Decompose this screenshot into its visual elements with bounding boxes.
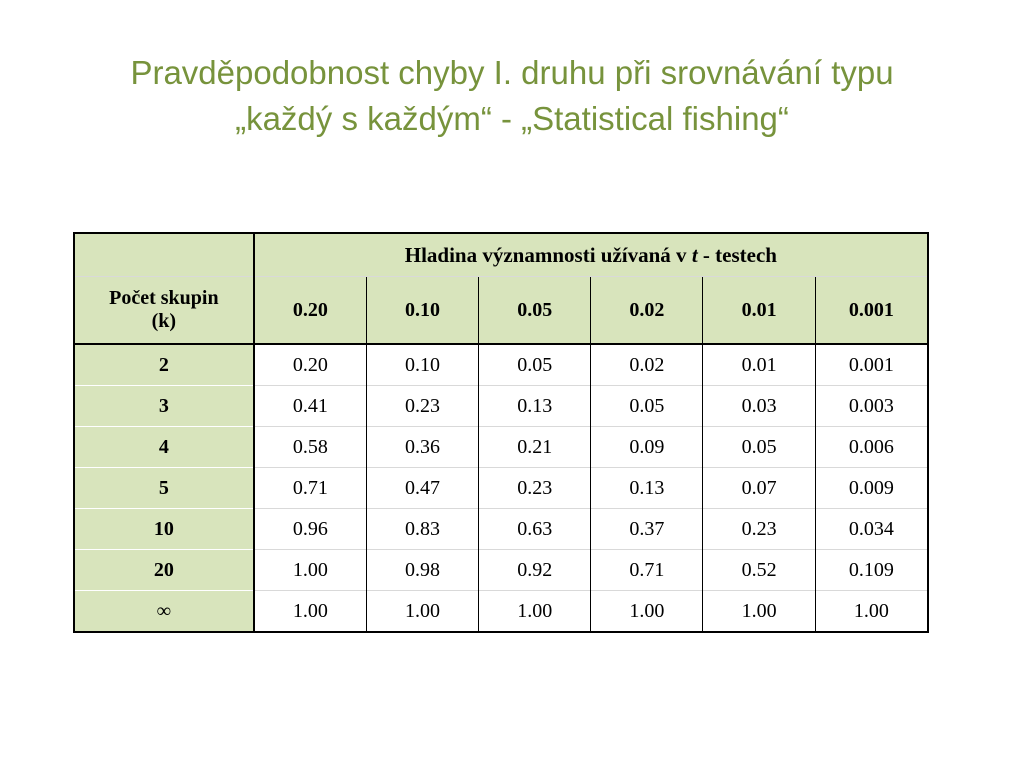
probability-cell: 0.07: [703, 468, 815, 509]
probability-cell: 0.05: [479, 344, 591, 386]
probability-cell: 0.05: [591, 386, 703, 427]
probability-cell: 0.23: [479, 468, 591, 509]
group-count-cell: 20: [74, 550, 254, 591]
probability-cell: 0.92: [479, 550, 591, 591]
probability-cell: 0.003: [815, 386, 928, 427]
probability-cell: 0.96: [254, 509, 367, 550]
probability-cell: 0.83: [366, 509, 478, 550]
column-header: 0.01: [703, 277, 815, 345]
stub-header: [74, 277, 254, 345]
probability-cell: 1.00: [479, 591, 591, 633]
probability-cell: 0.37: [591, 509, 703, 550]
probability-cell: 0.71: [254, 468, 367, 509]
probability-cell: 0.47: [366, 468, 478, 509]
probability-cell: 0.03: [703, 386, 815, 427]
probability-cell: 0.98: [366, 550, 478, 591]
column-header: 0.20: [254, 277, 367, 345]
table-caption-suffix: - testech: [697, 242, 777, 267]
probability-cell: 0.05: [703, 427, 815, 468]
group-count-cell: 3: [74, 386, 254, 427]
probability-cell: 1.00: [366, 591, 478, 633]
probability-cell: 0.02: [591, 344, 703, 386]
group-count-cell: 10: [74, 509, 254, 550]
probability-cell: 0.13: [479, 386, 591, 427]
probability-cell: 0.001: [815, 344, 928, 386]
stub-header-line-2: (k): [151, 310, 177, 332]
slide-title-line-2: „každý s každým“ - „Statistical fishing“: [235, 100, 789, 137]
probability-cell: 1.00: [254, 591, 367, 633]
probability-cell: 0.109: [815, 550, 928, 591]
group-count-cell: 4: [74, 427, 254, 468]
table-corner-cell: [74, 233, 254, 277]
column-header: 0.10: [366, 277, 478, 345]
probability-cell: 1.00: [703, 591, 815, 633]
slide-title-line-1: Pravděpodobnost chyby I. druhu při srovnávání typu: [130, 54, 894, 91]
table-caption-row: [74, 233, 928, 277]
table-row: [74, 591, 928, 633]
table-row: [74, 427, 928, 468]
column-header: 0.05: [479, 277, 591, 345]
table-row: [74, 344, 928, 386]
table-row: [74, 468, 928, 509]
probability-cell: 0.58: [254, 427, 367, 468]
group-count-cell: ∞: [74, 591, 254, 633]
group-count-cell: 5: [74, 468, 254, 509]
significance-table: [73, 232, 929, 633]
probability-cell: 0.52: [703, 550, 815, 591]
probability-cell: 0.10: [366, 344, 478, 386]
column-header: 0.02: [591, 277, 703, 345]
table-header-row: [74, 277, 928, 345]
slide-title: [40, 50, 984, 142]
table-row: [74, 386, 928, 427]
table-caption: [254, 233, 928, 277]
probability-cell: 1.00: [254, 550, 367, 591]
probability-cell: 0.01: [703, 344, 815, 386]
stub-header-line-1: Počet skupin: [109, 287, 219, 309]
probability-cell: 0.23: [703, 509, 815, 550]
table-row: [74, 509, 928, 550]
table-row: [74, 550, 928, 591]
probability-cell: 0.034: [815, 509, 928, 550]
probability-cell: 0.36: [366, 427, 478, 468]
column-header: 0.001: [815, 277, 928, 345]
probability-cell: 0.006: [815, 427, 928, 468]
probability-cell: 0.71: [591, 550, 703, 591]
probability-cell: 0.009: [815, 468, 928, 509]
probability-cell: 0.20: [254, 344, 367, 386]
probability-cell: 0.63: [479, 509, 591, 550]
group-count-cell: 2: [74, 344, 254, 386]
probability-cell: 0.21: [479, 427, 591, 468]
table-caption-prefix: Hladina významnosti užívaná v: [404, 242, 692, 267]
probability-cell: 0.13: [591, 468, 703, 509]
probability-cell: 1.00: [815, 591, 928, 633]
probability-cell: 0.09: [591, 427, 703, 468]
probability-cell: 1.00: [591, 591, 703, 633]
probability-cell: 0.41: [254, 386, 367, 427]
probability-cell: 0.23: [366, 386, 478, 427]
table-caption-variable: t: [691, 242, 698, 267]
